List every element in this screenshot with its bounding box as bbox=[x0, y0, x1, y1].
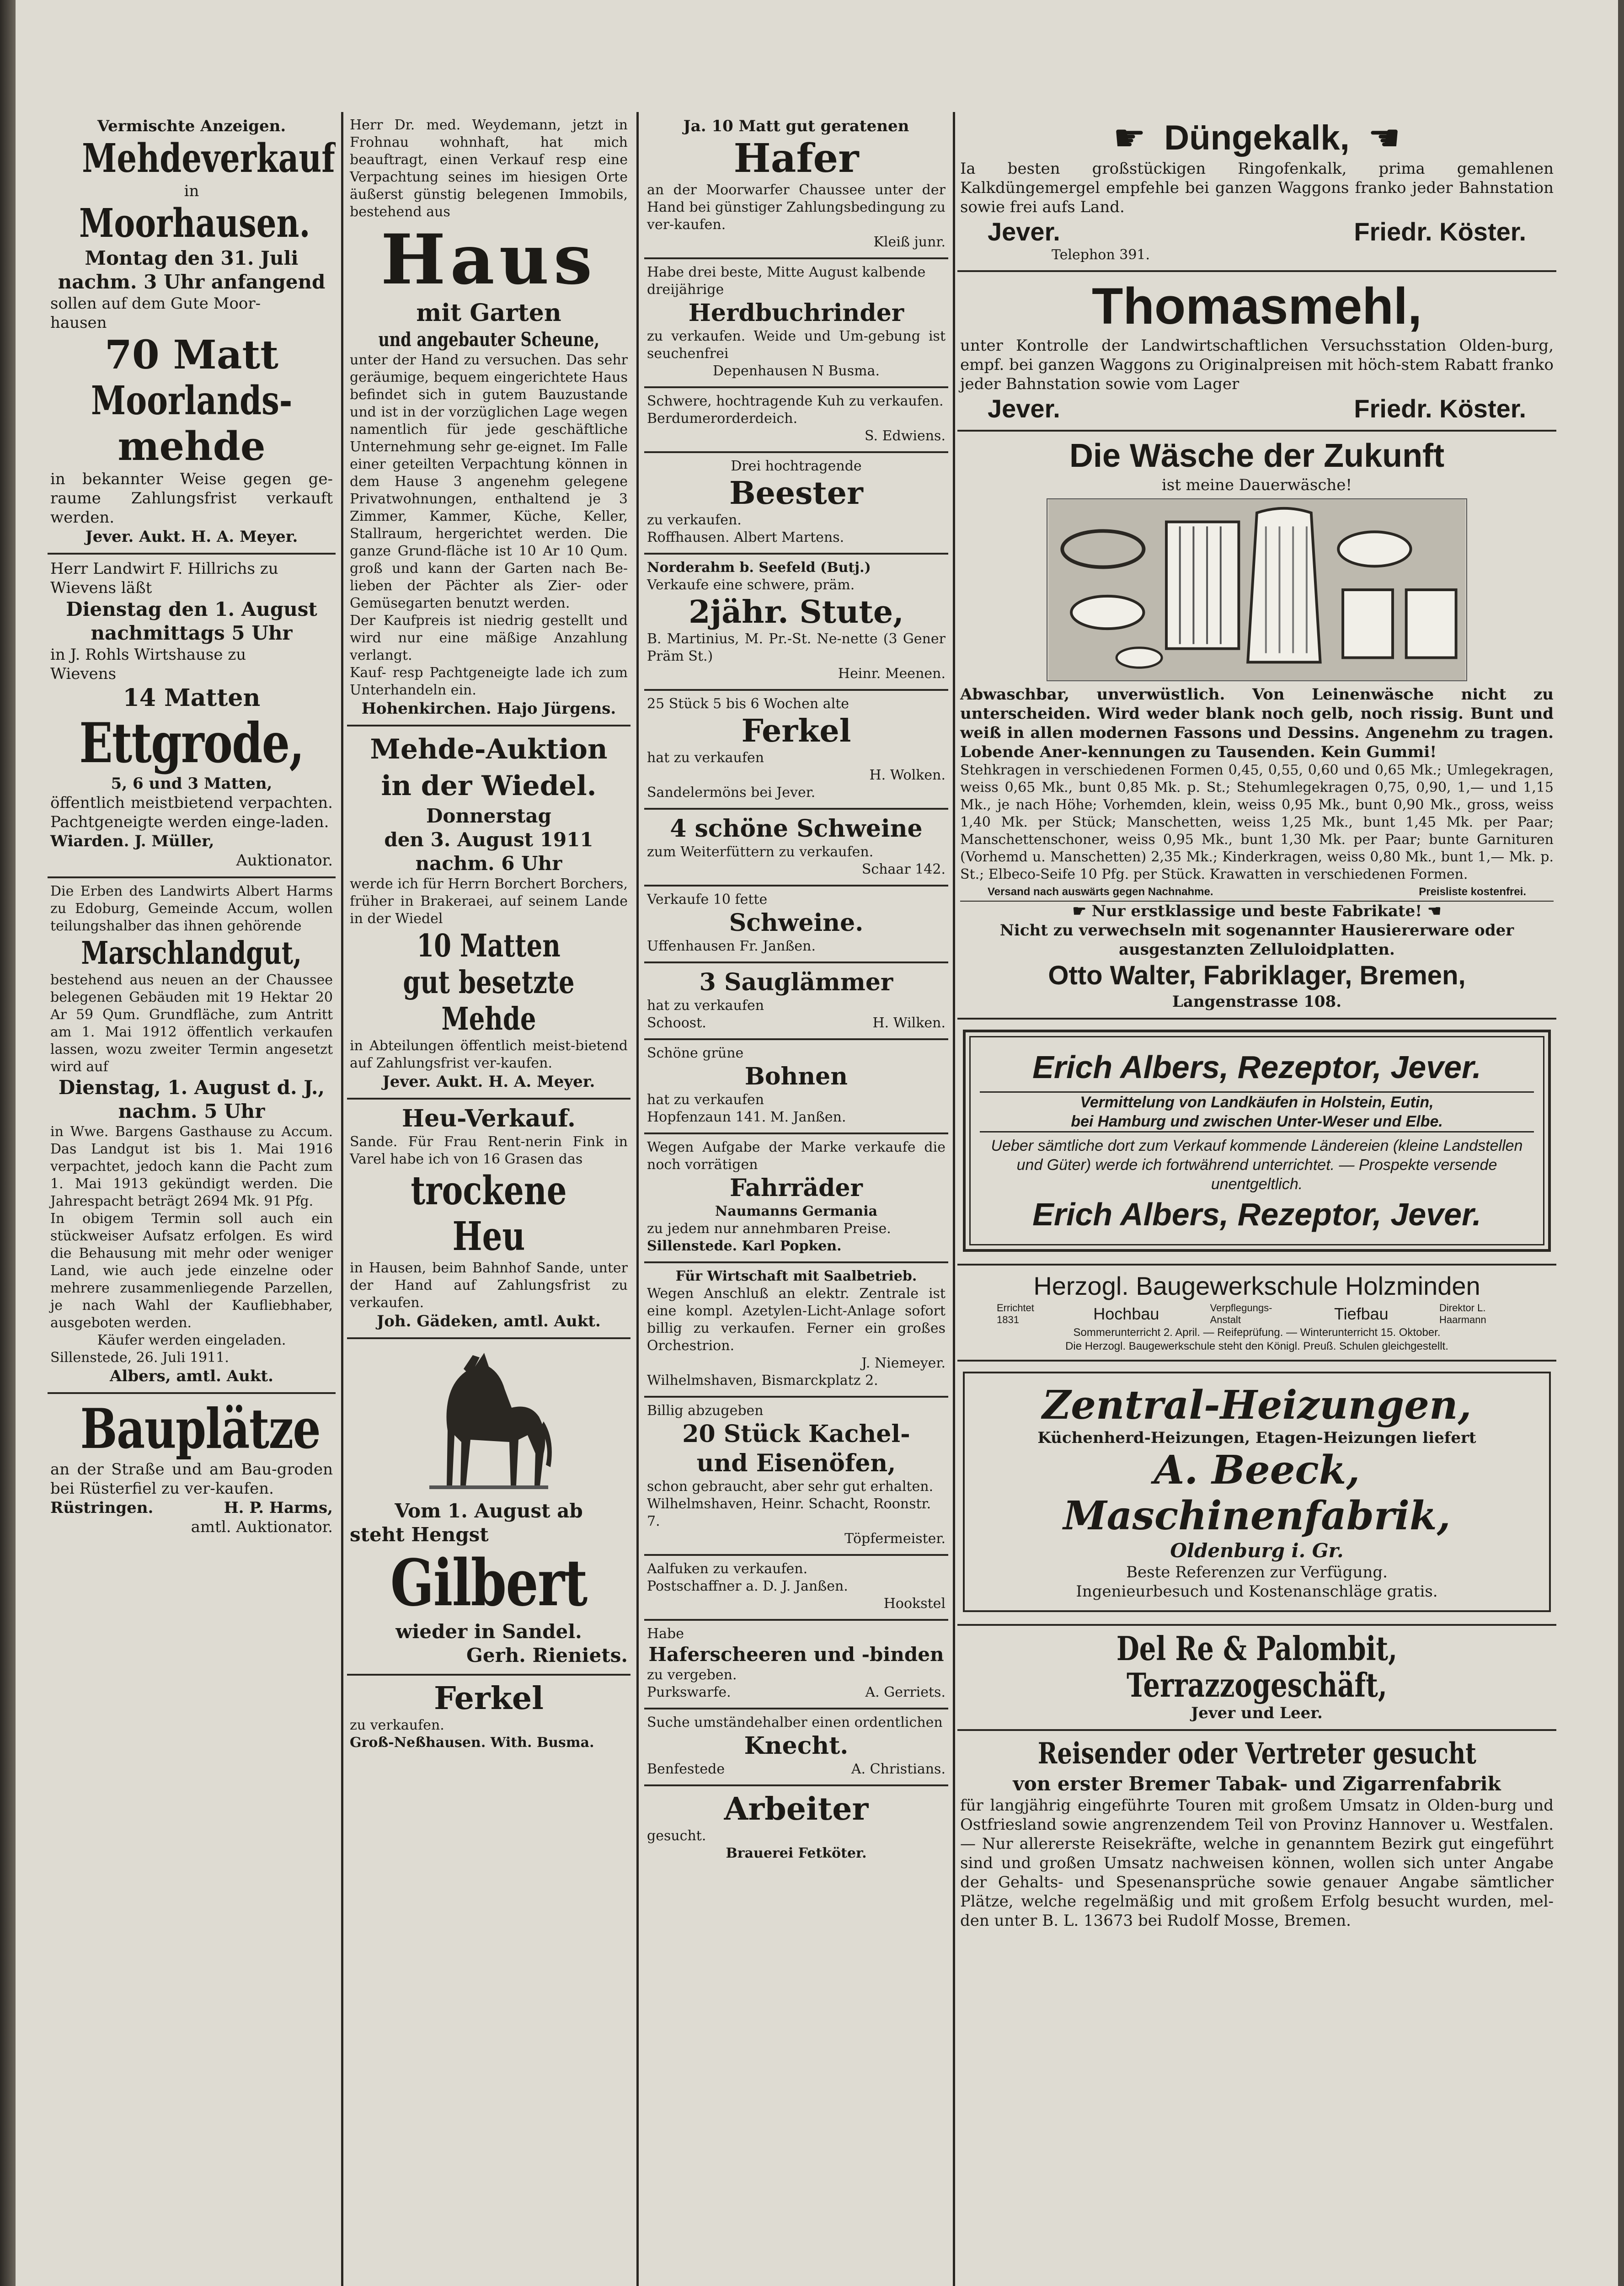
ad-title: Gilbert bbox=[390, 1546, 587, 1621]
ad-hafer bbox=[644, 112, 948, 259]
ad-title: 2jähr. Stute, bbox=[689, 594, 904, 630]
ad-text: Wegen Aufgabe der Marke verkaufe die noch vorrätigen bbox=[647, 1139, 946, 1173]
ad-title: Arbeiter bbox=[724, 1791, 869, 1827]
ad-date: Donnerstag bbox=[426, 805, 551, 827]
ad-signature: Jever. Aukt. H. A. Meyer. bbox=[85, 528, 298, 546]
ad-amount: 14 Matten bbox=[123, 684, 261, 712]
ad-sub: ist meine Dauerwäsche! bbox=[1161, 476, 1352, 494]
ad-text: Der Kaufpreis ist niedrig gestellt und wird nur eine mäßige Anzahlung verlangt. bbox=[350, 613, 628, 663]
ad-sub: Jever und Leer. bbox=[1191, 1704, 1323, 1722]
ad-kuh bbox=[644, 388, 948, 453]
ad-text: in Hausen, beim Bahnhof Sande, unter der Hand auf Zahlungsfrist zu verkaufen. bbox=[350, 1260, 628, 1311]
ad-title: Haferscheeren und -binden bbox=[648, 1643, 944, 1666]
ad-text: Vom 1. August ab bbox=[395, 1500, 583, 1522]
ad-place: Oldenburg i. Gr. bbox=[1170, 1539, 1344, 1562]
ad-time: nachm. 3 Uhr anfangend bbox=[58, 271, 326, 293]
ad-text: Wievens läßt bbox=[50, 579, 152, 597]
ad-title: mehde bbox=[118, 423, 266, 470]
ad-sub: mit Garten bbox=[416, 299, 561, 327]
ad-text: schon gebraucht, aber sehr gut erhalten. bbox=[647, 1479, 934, 1495]
ad-title: Del Re & Palombit, Terrazzogeschäft, bbox=[1116, 1629, 1398, 1704]
ad-date: Montag den 31. Juli bbox=[85, 247, 299, 269]
ad-text: zu verkaufen. Weide und Um-gebung ist seuchenfrei bbox=[647, 328, 946, 362]
ad-text: In obigem Termin soll auch ein stückweiser Aufsatz erfolgen. Es wird die Behausung mit mehr oder weniger Land, wie auch jede einzelne oder mehrere zusammenliegende Parzellen, je nach Wahl der Kaufliebhaber, ausgeboten werden. bbox=[50, 1211, 333, 1331]
ad-text: an der Moorwarfer Chaussee unter der Hand bei günstiger Zahlungsbedingung zu ver-kaufen. bbox=[647, 182, 946, 233]
ad-text: Habe drei beste, Mitte August kalbende dreijährige bbox=[647, 264, 926, 298]
ad-note: Preisliste kostenfrei. bbox=[1419, 886, 1526, 898]
ad-text: Ingenieurbesuch und Kostenanschläge gratis. bbox=[1076, 1582, 1438, 1601]
ad-title: Die Wäsche der Zukunft bbox=[1069, 438, 1445, 474]
ad-text: zu verkaufen. bbox=[350, 1717, 444, 1733]
ad-date: den 3. August 1911 bbox=[384, 828, 593, 851]
ad-text: Wegen Anschluß an elektr. Zentrale ist eine kompl. Azetylen-Licht-Anlage sofort billig zu verkaufen. Ferner ein großes Orchestrion. bbox=[647, 1286, 946, 1354]
ad-date: Dienstag, 1. August d. J., bbox=[58, 1076, 325, 1099]
ad-schweine-2 bbox=[644, 887, 948, 963]
ad-text: in J. Rohls Wirtshause zu bbox=[50, 646, 246, 664]
ad-text: Postschaffner a. D. J. Janßen. bbox=[647, 1578, 848, 1594]
ad-signature: H. P. Harms, bbox=[224, 1499, 333, 1517]
ad-text: zu jedem nur annehmbaren Preise. bbox=[647, 1221, 891, 1237]
ad-signature: Wiarden. J. Müller, bbox=[50, 832, 214, 850]
ad-time: nachm. 6 Uhr bbox=[415, 852, 562, 875]
ad-title: Moorlands- bbox=[91, 378, 293, 424]
ad-title: gut besetzte Mehde bbox=[403, 964, 575, 1037]
ad-signature: Hopfenzaun 141. M. Janßen. bbox=[647, 1109, 846, 1125]
column-3 bbox=[644, 112, 948, 2286]
ad-signature: Groß-Neßhausen. With. Busma. bbox=[350, 1735, 594, 1751]
ad-place: Purkswarfe. bbox=[647, 1684, 731, 1700]
ad-text: für langjährig eingeführte Touren mit großem Umsatz in Olden-burg und Ostfriesland sowie angrenzendem Teil von Provinz Hannover u. Westfalen. — Nur allererste Reisekräfte, welche in genanntem Bezirk gut eingeführt sind und großen Umsatz nachweisen können, wollen sich unter Angabe der Gehalts- und Spesenansprüche sowie genauer Angabe sämtlicher Plätze, welche regelmäßig und mit großem Erfolg besucht wurden, mel-den unter B. L. 13673 bei Rudolf Mosse, Bremen. bbox=[960, 1796, 1554, 1930]
ad-signature: J. Niemeyer. bbox=[861, 1355, 946, 1371]
ad-text: Aalfuken zu verkaufen. bbox=[647, 1561, 808, 1577]
ad-saalbetrieb bbox=[644, 1263, 948, 1398]
ad-signature: H. Wolken. bbox=[869, 767, 946, 783]
ad-signature-row bbox=[50, 1498, 333, 1517]
collar-illustration bbox=[1047, 498, 1467, 681]
ad-mehde-auktion bbox=[347, 726, 630, 1100]
ad-bohnen bbox=[644, 1040, 948, 1134]
ad-title: und Eisenöfen, bbox=[696, 1449, 896, 1477]
horse-illustration bbox=[420, 1348, 557, 1495]
ad-sub: von erster Bremer Tabak- und Zigarrenfabrik bbox=[1013, 1773, 1501, 1795]
ad-sub: Küchenherd-Heizungen, Etagen-Heizungen liefert bbox=[1037, 1429, 1476, 1447]
ad-reisender bbox=[957, 1731, 1556, 1937]
ad-text: Drei hochtragende bbox=[731, 458, 862, 474]
ad-title: 20 Stück Kachel- bbox=[682, 1420, 910, 1448]
ad-text: Ja. 10 Matt gut geratenen bbox=[683, 117, 909, 135]
ad-signature: Friedr. Köster. bbox=[1354, 217, 1526, 246]
ad-text: Verpflegungs-Anstalt bbox=[1210, 1302, 1272, 1325]
ad-ferkel bbox=[347, 1676, 630, 1758]
ad-text: Verkaufe eine schwere, präm. bbox=[647, 577, 855, 593]
ad-signature-row bbox=[960, 394, 1554, 423]
ad-signature-row bbox=[647, 1761, 946, 1778]
ad-signature: Schaar 142. bbox=[861, 861, 946, 877]
ad-sub: Naumanns Germania bbox=[715, 1203, 878, 1219]
ad-address: Langenstrasse 108. bbox=[1172, 993, 1342, 1011]
ad-text: unter der Hand zu versuchen. Das sehr geräumige, bequem eingerichtete Haus befindet sich in gutem Bauzustande und ist in der vorzüglichen Lage wegen namentlich für jede geschäftliche Unternehmung sehr ge-eignet. Im Falle einer geteilten Verpachtung können in dem Hause 3 angenehm gelegene Privatwohnungen, enthaltend je 3 Zimmer, Kammer, Küche, Keller, Stallraum, hergerichtet werden. Die ganze Grund-fläche ist 10 Ar 10 Qum. groß und kann der Garten nach Be-lieben der Pächter als Zier- oder Gemüsegarten benutzt werden. bbox=[350, 352, 628, 611]
ad-place: Rüstringen. bbox=[50, 1499, 154, 1517]
ad-frame bbox=[963, 1372, 1551, 1612]
ad-note-row bbox=[960, 883, 1554, 902]
ad-text: Sande. Für Frau Rent-nerin Fink in Varel habe ich von 16 Grasen das bbox=[350, 1134, 628, 1167]
ad-title: trockene Heu bbox=[411, 1168, 567, 1260]
ad-date: Dienstag den 1. August bbox=[66, 598, 317, 620]
ad-time: nachmittags 5 Uhr bbox=[91, 622, 293, 644]
newspaper-page bbox=[16, 0, 1618, 2286]
ad-title: Erich Albers, Rezeptor, Jever. bbox=[1032, 1049, 1481, 1085]
ad-signature: amtl. Auktionator. bbox=[191, 1518, 333, 1536]
ad-title: Herdbuchrinder bbox=[688, 299, 904, 327]
ad-text: zu vergeben. bbox=[647, 1667, 737, 1683]
ad-aalfuken bbox=[644, 1556, 948, 1621]
column-4 bbox=[957, 112, 1556, 2286]
ad-signature: Depenhausen N Busma. bbox=[712, 363, 880, 379]
ad-signature: Sillenstede. Karl Popken. bbox=[647, 1238, 842, 1254]
ad-fahrraeder bbox=[644, 1134, 948, 1263]
ad-bauplaetze bbox=[48, 1394, 336, 1543]
ad-place: Norderahm b. Seefeld (Butj.) bbox=[647, 560, 871, 576]
ad-signature: Albers, amtl. Aukt. bbox=[110, 1367, 273, 1385]
ad-title: 3 Sauglämmer bbox=[699, 968, 893, 996]
ad-title: Thomasmehl, bbox=[1092, 278, 1422, 335]
ad-text: Tiefbau bbox=[1334, 1304, 1389, 1323]
ad-signature: Brauerei Fetköter. bbox=[726, 1845, 867, 1861]
ad-text: Errichtet 1831 bbox=[997, 1302, 1034, 1325]
column-rule bbox=[636, 112, 639, 2286]
ad-text: 25 Stück 5 bis 6 Wochen alte bbox=[647, 696, 849, 712]
ad-text: Direktor L. Haarmann bbox=[1439, 1302, 1486, 1325]
ad-title: Knecht. bbox=[744, 1732, 849, 1760]
ad-text: Sommerunterricht 2. April. — Reifeprüfung. — Winterunterricht 15. Oktober. bbox=[1073, 1326, 1441, 1339]
ad-title: Heu-Verkauf. bbox=[401, 1105, 576, 1132]
ad-signature: Uffenhausen Fr. Janßen. bbox=[647, 938, 816, 954]
ad-stute bbox=[644, 555, 948, 691]
ad-title-row bbox=[960, 117, 1554, 159]
ad-text: Nicht zu verwechseln mit sogenannter Hausiererware oder ausgestanzten Zelluloidplatten. bbox=[999, 921, 1514, 959]
ad-title: Bohnen bbox=[744, 1063, 848, 1090]
ad-text: Vermittelung von Landkäufen in Holstein, Eutin, bbox=[1080, 1094, 1434, 1111]
pointing-hand-left-icon: ☚ bbox=[1368, 117, 1401, 159]
ad-text: öffentlich meistbietend verpachten. Pachtgeneigte werden einge-laden. bbox=[50, 794, 333, 831]
ad-text: bestehend aus neuen an der Chaussee belegenen Gebäuden mit 19 Hektar 20 Ar 59 Qum. Grundfläche, zum Antritt am 1. Mai 1912 öffentlich verkaufen lassen, wozu zweiter Termin angesetzt wird auf bbox=[50, 972, 333, 1075]
ad-title: Schweine. bbox=[729, 909, 864, 937]
ad-signature: A. Gerriets. bbox=[865, 1684, 946, 1700]
ad-band bbox=[980, 1091, 1534, 1132]
ad-text: in bbox=[184, 182, 199, 200]
ad-text: Ia besten großstückigen Ringofenkalk, prima gemahlenen Kalkdüngemergel empfehle bei ganzen Waggons franko jeder Bahnstation sowie frei aufs Land. bbox=[960, 160, 1554, 216]
ad-zentralheizung bbox=[957, 1362, 1556, 1626]
ad-text: Billig abzugeben bbox=[647, 1403, 764, 1419]
ad-text: in Abteilungen öffentlich meist-bietend auf Zahlungsfrist ver-kaufen. bbox=[350, 1038, 628, 1071]
ad-text: Schöne grüne bbox=[647, 1045, 744, 1061]
ad-text: an der Straße und am Bau-groden bei Rüsterfiel zu ver-kaufen. bbox=[50, 1460, 333, 1498]
ad-title: Reisender oder Vertreter gesucht bbox=[1037, 1736, 1476, 1771]
ad-signature-row bbox=[647, 1015, 946, 1032]
ad-knecht bbox=[644, 1709, 948, 1786]
ad-signature: A. Christians. bbox=[851, 1761, 946, 1777]
ad-text: Herr Landwirt F. Hillrichs zu bbox=[50, 560, 278, 578]
ad-place: Benfestede bbox=[647, 1761, 725, 1777]
pointing-hand-right-icon: ☛ bbox=[1113, 117, 1146, 159]
ad-text: hausen bbox=[50, 314, 107, 332]
ad-text: gesucht. bbox=[647, 1828, 706, 1844]
ad-signature-row bbox=[960, 217, 1554, 246]
ad-place: Moorhausen. bbox=[79, 200, 310, 246]
ad-title: Fahrräder bbox=[730, 1174, 863, 1202]
ad-place: Wilhelmshaven, Heinr. Schacht, Roonstr. 7. bbox=[647, 1496, 931, 1529]
ad-text: Hochbau bbox=[1093, 1304, 1159, 1323]
ad-text: Käufer werden eingeladen. bbox=[97, 1332, 286, 1348]
ad-signature: Friedr. Köster. bbox=[1354, 394, 1526, 423]
ad-phone: Telephon 391. bbox=[1052, 247, 1150, 263]
ad-text: zu verkaufen. bbox=[647, 512, 742, 528]
ad-marschlandgut bbox=[48, 878, 336, 1394]
ad-title: 4 schöne Schweine bbox=[670, 815, 923, 843]
ad-text: B. Martinius, M. Pr.-St. Ne-nette (3 Gener Präm St.) bbox=[647, 631, 946, 664]
ad-title: in der Wiedel. bbox=[381, 770, 597, 802]
ad-place: Berdumerorderdeich. bbox=[647, 411, 798, 427]
ad-signature: S. Edwiens. bbox=[865, 428, 946, 444]
ad-text: ☛ Nur erstklassige und beste Fabrikate! ☚ bbox=[1072, 902, 1442, 920]
ad-duengekalk bbox=[957, 112, 1556, 272]
ad-title: Haus bbox=[380, 219, 597, 300]
ad-text: steht Hengst bbox=[350, 1523, 489, 1546]
ad-signature: Jever. Aukt. H. A. Meyer. bbox=[382, 1073, 595, 1091]
ad-haferscheeren bbox=[644, 1621, 948, 1709]
column-rule bbox=[953, 112, 955, 2286]
ad-text: Verkaufe 10 fette bbox=[647, 892, 768, 908]
ad-text: Die Erben des Landwirts Albert Harms zu Edoburg, Gemeinde Accum, wollen teilungshalber das ihnen gehörende bbox=[50, 883, 333, 934]
ad-text: Schwere, hochtragende Kuh zu verkaufen. bbox=[647, 393, 944, 409]
section-heading: Vermischte Anzeigen. bbox=[97, 117, 286, 135]
ad-hengst bbox=[347, 1339, 630, 1676]
ad-place: Wilhelmshaven, Bismarckplatz 2. bbox=[647, 1373, 878, 1389]
ad-text: in bekannter Weise gegen ge-raume Zahlungsfrist verkauft werden. bbox=[50, 470, 333, 527]
ad-title: Marschlandgut, bbox=[81, 935, 302, 972]
ad-ettgrode bbox=[48, 555, 336, 878]
ad-signature: Auktionator. bbox=[236, 851, 333, 870]
ad-terrazzo bbox=[957, 1626, 1556, 1731]
ad-company: A. Beeck, Maschinenfabrik, bbox=[1063, 1447, 1451, 1539]
ad-herdbuchrinder bbox=[644, 259, 948, 388]
ad-text: Suche umständehalber einen ordentlichen bbox=[647, 1714, 943, 1731]
ad-title: Herzogl. Baugewerkschule Holzminden bbox=[1033, 1271, 1480, 1300]
ad-title: Ferkel bbox=[434, 1680, 544, 1717]
ad-text: Abwaschbar, unverwüstlich. Von Leinenwäsche nicht zu unterscheiden. Wird weder blank noch gelb, noch rissig. Bunt und weiß in allen modernen Fassons und Dessins. Angenehm zu tragen. Lobende Aner-kennungen zu Tausenden. Kein Gummi! bbox=[960, 685, 1554, 761]
ad-text: Herr Dr. med. Weydemann, jetzt in Frohnau wohnhaft, hat mich beauftragt, einen Verkauf resp eine Verpachtung seines im hiesigen Orte äußerst günstig belegenen Immobils, bestehend aus bbox=[350, 117, 628, 220]
binding-spine bbox=[0, 0, 16, 2286]
ad-text: bei Hamburg und zwischen Unter-Weser und Elbe. bbox=[1071, 1113, 1443, 1130]
ad-signature: Töpfermeister. bbox=[844, 1531, 946, 1547]
ad-text: in Wwe. Bargens Gasthause zu Accum. Das Landgut ist bis 1. Mai 1916 verpachtet, jedoch kann die Pacht zum 1. Mai 1913 gekündigt werden. Die Jahrespacht beträgt 2694 Mk. 91 Pfg. bbox=[50, 1124, 333, 1209]
ad-oefen bbox=[644, 1398, 948, 1556]
ad-date: Sillenstede, 26. Juli 1911. bbox=[50, 1350, 229, 1366]
ad-place: Jever. bbox=[988, 394, 1060, 423]
ad-beester bbox=[644, 453, 948, 555]
ad-title: Düngekalk, bbox=[1164, 118, 1350, 157]
ad-waesche bbox=[957, 432, 1556, 1020]
ad-amount: 70 Matt bbox=[105, 332, 278, 378]
column-rule bbox=[341, 112, 343, 2286]
ad-place: Jever. bbox=[988, 217, 1060, 246]
ad-title: Für Wirtschaft mit Saalbetrieb. bbox=[675, 1268, 917, 1284]
ad-title: Mehdeverkauf bbox=[82, 135, 335, 182]
ad-title: Mehde-Auktion bbox=[370, 733, 608, 765]
ad-ferkel-2 bbox=[644, 691, 948, 810]
ad-text: Kauf- resp Pachtgeneigte lade ich zum Unterhandeln ein. bbox=[350, 665, 628, 698]
ad-signature: H. Wilken. bbox=[872, 1015, 946, 1031]
ad-mehdeverkauf bbox=[48, 112, 336, 555]
ad-title: Bauplätze bbox=[80, 1397, 321, 1461]
ad-place: Sandelermöns bei Jever. bbox=[647, 785, 816, 801]
ad-albers bbox=[957, 1020, 1556, 1266]
ad-baugewerkschule bbox=[957, 1266, 1556, 1362]
ad-signature: Gerh. Rieniets. bbox=[466, 1644, 628, 1666]
ad-note: Versand nach auswärts gegen Nachnahme. bbox=[988, 886, 1213, 898]
ad-signature-row bbox=[647, 1684, 946, 1701]
ad-title: Erich Albers, Rezeptor, Jever. bbox=[1032, 1196, 1481, 1232]
ad-text: werde ich für Herrn Borchert Borchers, früher in Brakeraei, auf seinem Lande in der Wiedel bbox=[350, 876, 628, 927]
ad-title: Ferkel bbox=[741, 713, 851, 749]
ad-price-list: Stehkragen in verschiedenen Formen 0,45, 0,55, 0,60 und 0,65 Mk.; Umlegekragen, weiss 0,65 Mk., bunt 0,85 Mk. p. St.; Stehumlegekragen 0,75, 0,90, 1,— und 1,15 Mk., je nach Höhe; Vorhemden, klein, weiss 0,95 Mk., bunt 0,90 Mk., gross, weiss 1,40 Mk. per Stück; Manschetten, weiss 1,25 Mk., bunt 1,45 Mk. per Paar; Manschettenschoner, weiss 0,95 Mk., bunt 1,30 Mk. per Paar; bunte Garnituren (Vorhemd u. Manschetten) 2,35 Mk.; Kinderkragen, weiss 0,80 Mk., bunt 1,— Mk. p. St.; Elbeco-Seife 10 Pfg. per Stück. Krawatten in verschiedenen Formen. bbox=[960, 762, 1554, 882]
ad-detail-row bbox=[960, 1302, 1554, 1326]
ad-signature: Kleiß junr. bbox=[873, 234, 946, 250]
ad-place: Schoost. bbox=[647, 1015, 706, 1031]
ad-text: hat zu verkaufen bbox=[647, 1092, 764, 1108]
ad-signature: Otto Walter, Fabriklager, Bremen, bbox=[1048, 961, 1466, 990]
ad-signature: Heinr. Meenen. bbox=[838, 666, 946, 682]
ad-sauglaemmer bbox=[644, 963, 948, 1040]
ad-frame bbox=[963, 1030, 1551, 1252]
ad-haus bbox=[347, 112, 630, 726]
ad-text: Habe bbox=[647, 1626, 684, 1642]
ad-text: sollen auf dem Gute Moor- bbox=[50, 294, 261, 313]
ad-inner-frame bbox=[969, 1036, 1544, 1245]
ad-signature: Roffhausen. Albert Martens. bbox=[647, 529, 844, 545]
ad-title: Hafer bbox=[733, 135, 859, 182]
ad-sub: 5, 6 und 3 Matten, bbox=[111, 774, 272, 793]
column-1 bbox=[48, 112, 336, 2286]
ad-sub: und angebauter Scheune, bbox=[378, 328, 599, 351]
ad-signature: Hohenkirchen. Hajo Jürgens. bbox=[361, 700, 616, 718]
ad-title: Zentral-Heizungen, bbox=[1042, 1382, 1472, 1428]
ad-text: wieder in Sandel. bbox=[395, 1620, 582, 1643]
ad-text: Ueber sämtliche dort zum Verkauf kommende Ländereien (kleine Landstellen und Güter) werde ich fortwährend unterrichtet. — Prospekte versende unentgeltlich. bbox=[991, 1137, 1523, 1193]
ad-arbeiter bbox=[644, 1786, 948, 1869]
ad-signature: Hookstel bbox=[883, 1596, 946, 1612]
ad-text: hat zu verkaufen bbox=[647, 998, 764, 1014]
ad-time: nachm. 5 Uhr bbox=[118, 1100, 265, 1122]
ad-text: Die Herzogl. Baugewerkschule steht den Königl. Preuß. Schulen gleichgestellt. bbox=[1065, 1340, 1448, 1352]
ad-text: zum Weiterfüttern zu verkaufen. bbox=[647, 844, 874, 860]
ad-schweine bbox=[644, 810, 948, 887]
ad-heu-verkauf bbox=[347, 1100, 630, 1339]
ad-title: Beester bbox=[729, 475, 863, 512]
ad-thomasmehl bbox=[957, 272, 1556, 432]
ad-amount: 10 Matten bbox=[417, 928, 561, 964]
ad-text: Wievens bbox=[50, 665, 117, 683]
column-2 bbox=[347, 112, 630, 2286]
ad-title: Ettgrode, bbox=[79, 711, 304, 775]
ad-signature: Joh. Gädeken, amtl. Aukt. bbox=[377, 1312, 601, 1330]
ad-text: Beste Referenzen zur Verfügung. bbox=[1126, 1563, 1388, 1581]
ad-text: hat zu verkaufen bbox=[647, 750, 764, 766]
ad-text: unter Kontrolle der Landwirtschaftlichen Versuchsstation Olden-burg, empf. bei ganzen Waggons zu Originalpreisen mit höch-stem Rabatt franko jeder Bahnstation sowie vom Lager bbox=[960, 336, 1554, 393]
